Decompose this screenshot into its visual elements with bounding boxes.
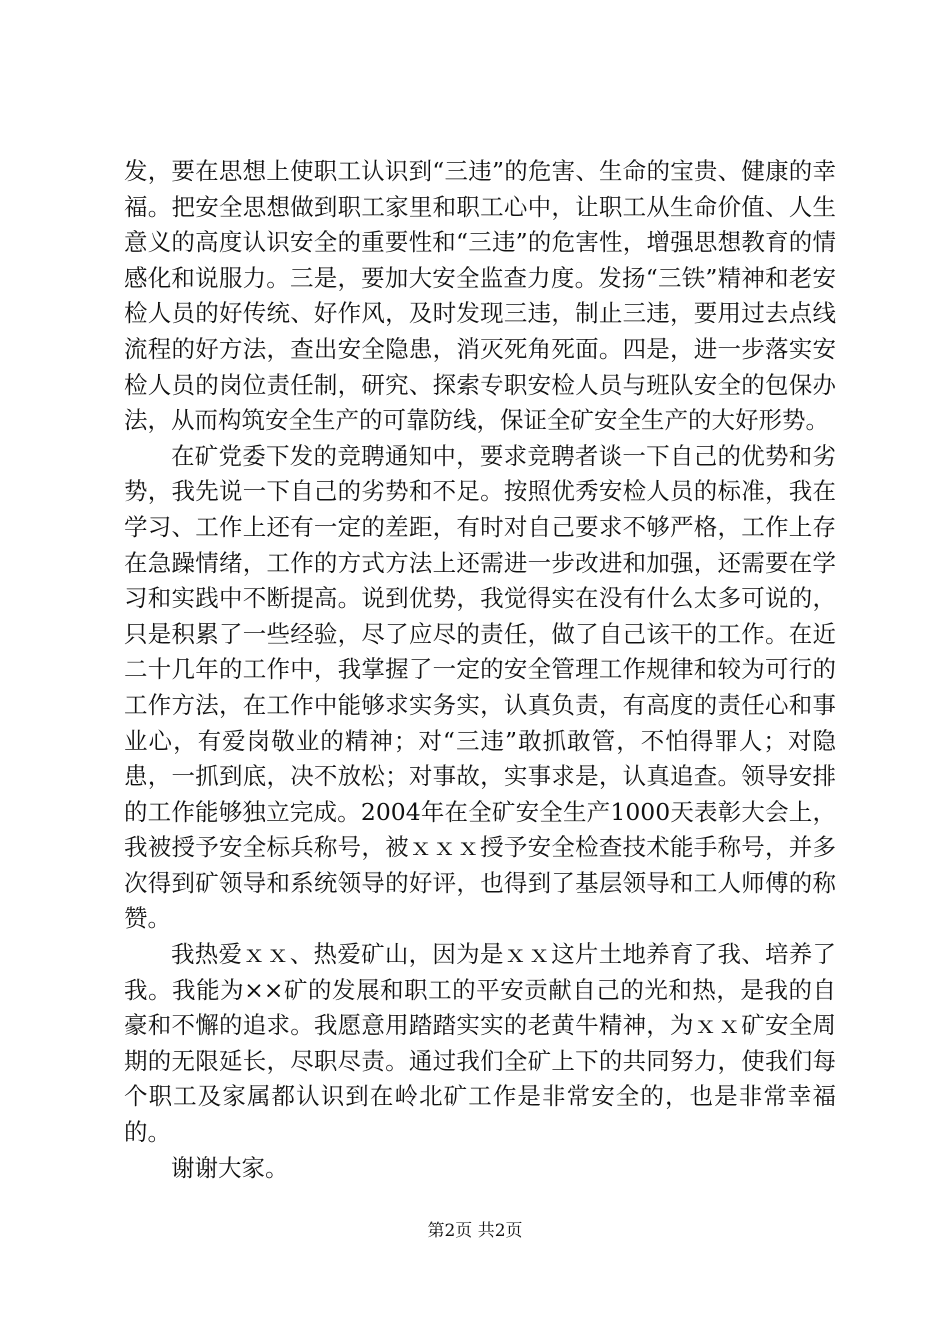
paragraph-strengths-weaknesses: 在矿党委下发的竞聘通知中，要求竞聘者谈一下自己的优势和劣势，我先说一下自己的劣势和不足。按照优秀安检人员的标准，我在学习、工作上还有一定的差距，有时对自己要求不够严格，工作上存在急躁情绪，工作的方式方法上还需进一步改进和加强，还需要在学习和实践中不断提高。说到优势，我觉得实在没有什么太多可说的，只是积累了一些经验，尽了应尽的责任，做了自己该干的工作。在近二十几年的工作中，我掌握了一定的安全管理工作规律和较为可行的工作方法，在工作中能够求实务实，认真负责，有高度的责任心和事业心，有爱岗敬业的精神；对“三违”敢抓敢管，不怕得罪人；对隐患，一抓到底，决不放松；对事故，实事求是，认真追查。领导安排的工作能够独立完成。2004年在全矿安全生产1000天表彰大会上，我被授予安全标兵称号，被ｘｘｘ授予安全检查技术能手称号，并多次得到矿领导和系统领导的好评，也得到了基层领导和工人师傅的称赞。	[124, 441, 836, 933]
paragraph-thanks: 谢谢大家。	[171, 1153, 289, 1182]
document-body	[124, 154, 836, 1186]
paragraph-continuation: 发，要在思想上使职工认识到“三违”的危害、生命的宝贵、健康的幸福。把安全思想做到职工家里和职工心中，让职工从生命价值、人生意义的高度认识安全的重要性和“三违”的危害性，增强思想教育的情感化和说服力。三是，要加大安全监查力度。发扬“三铁”精神和老安检人员的好传统、好作风，及时发现三违，制止三违，要用过去点线流程的好方法，查出安全隐患，消灭死角死面。四是，进一步落实安检人员的岗位责任制，研究、探索专职安检人员与班队安全的包保办法，从而构筑安全生产的可靠防线，保证全矿安全生产的大好形势。	[124, 157, 836, 435]
paragraph-love-mine: 我热爱ｘｘ、热爱矿山，因为是ｘｘ这片土地养育了我、培养了我。我能为××矿的发展和职工的平安贡献自己的光和热，是我的自豪和不懈的追求。我愿意用踏踏实实的老黄牛精神，为ｘｘ矿安全周期的无限延长，尽职尽责。通过我们全矿上下的共同努力，使我们每个职工及家属都认识到在岭北矿工作是非常安全的，也是非常幸福的。	[124, 940, 836, 1147]
page-number-footer: 第2页 共2页	[427, 1221, 523, 1241]
